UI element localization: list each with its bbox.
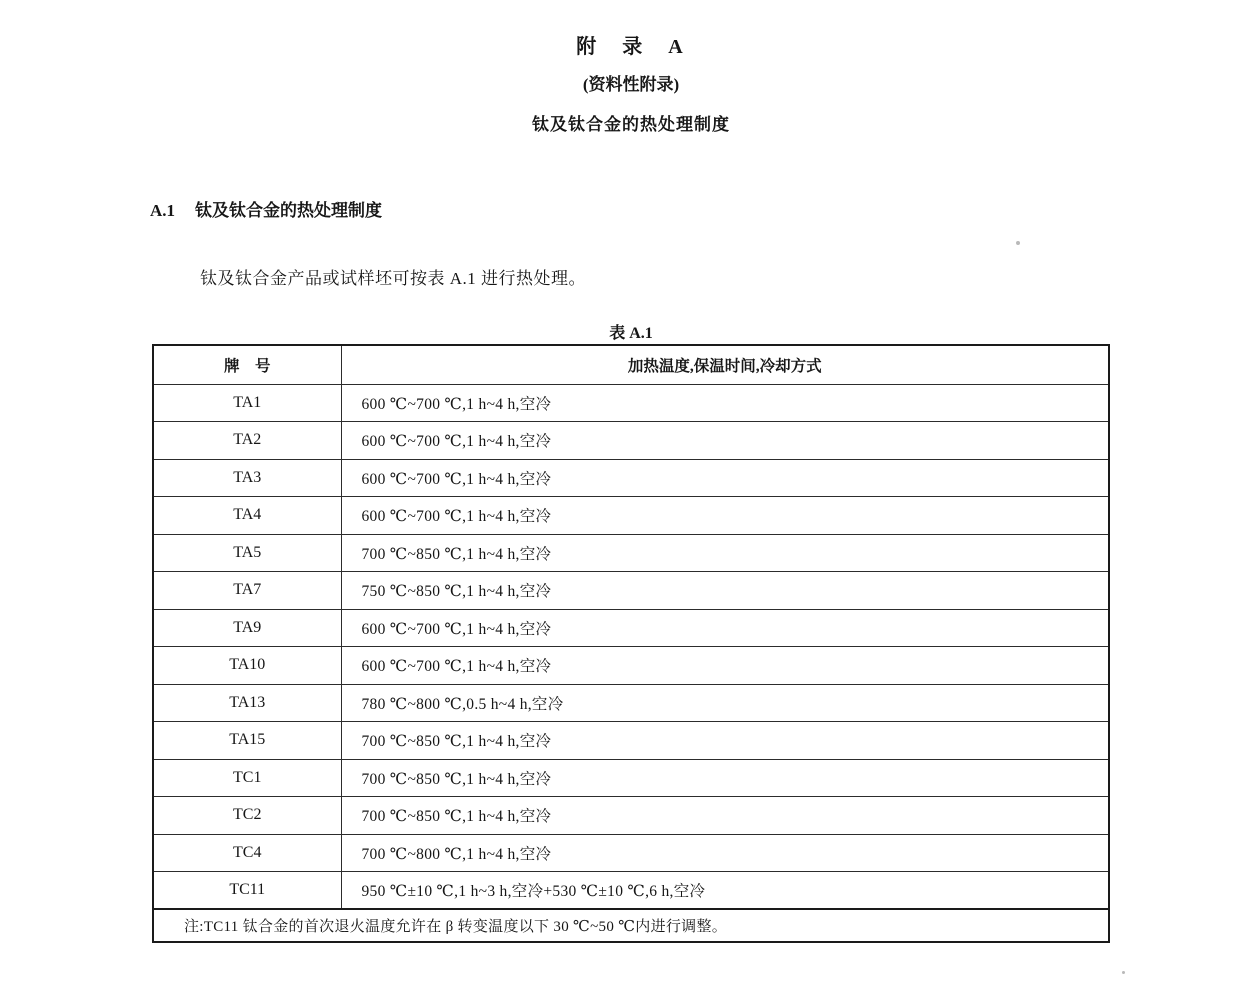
section-heading [150,196,1240,221]
treatment-cell: 600 ℃~700 ℃,1 h~4 h,空冷 [341,647,1109,685]
grade-cell: TA4 [153,497,341,535]
table-note: 注:TC11 钛合金的首次退火温度允许在 β 转变温度以下 30 ℃~50 ℃内进行调整。 [153,909,1109,942]
section-number: A.1 [150,201,176,220]
appendix-title: 钛及钛合金的热处理制度 [532,115,730,134]
grade-cell: TA10 [153,647,341,685]
col-header-grade: 牌 号 [153,345,341,384]
grade-cell: TC4 [153,834,341,872]
appendix-label: 附 录 A [576,36,686,58]
treatment-cell: 600 ℃~700 ℃,1 h~4 h,空冷 [341,384,1109,422]
grade-cell: TA13 [153,684,341,722]
table-row [153,834,1109,872]
header-row [153,345,1109,384]
table-caption: 表 A.1 [609,325,653,342]
treatment-cell: 600 ℃~700 ℃,1 h~4 h,空冷 [341,497,1109,535]
note-row [153,909,1109,942]
title-block [152,0,1110,135]
treatment-cell: 600 ℃~700 ℃,1 h~4 h,空冷 [341,609,1109,647]
table-row [153,684,1109,722]
col-header-treatment: 加热温度,保温时间,冷却方式 [341,345,1109,384]
body-paragraph: 钛及钛合金产品或试样坯可按表 A.1 进行热处理。 [200,269,587,288]
grade-cell: TA5 [153,534,341,572]
scan-speck [1016,241,1020,245]
grade-cell: TA7 [153,572,341,610]
treatment-cell: 950 ℃±10 ℃,1 h~3 h,空冷+530 ℃±10 ℃,6 h,空冷 [341,872,1109,910]
treatment-cell: 700 ℃~800 ℃,1 h~4 h,空冷 [341,834,1109,872]
table-row [153,384,1109,422]
table-row [153,534,1109,572]
table-row [153,572,1109,610]
treatment-cell: 700 ℃~850 ℃,1 h~4 h,空冷 [341,534,1109,572]
grade-cell: TC11 [153,872,341,910]
treatment-cell: 750 ℃~850 ℃,1 h~4 h,空冷 [341,572,1109,610]
treatment-cell: 700 ℃~850 ℃,1 h~4 h,空冷 [341,797,1109,835]
table-header [153,345,1109,384]
treatment-cell: 600 ℃~700 ℃,1 h~4 h,空冷 [341,459,1109,497]
treatment-cell: 700 ℃~850 ℃,1 h~4 h,空冷 [341,722,1109,760]
table-footer [153,909,1109,942]
grade-cell: TC2 [153,797,341,835]
grade-cell: TA3 [153,459,341,497]
grade-cell: TA9 [153,609,341,647]
treatment-cell: 600 ℃~700 ℃,1 h~4 h,空冷 [341,422,1109,460]
table-row [153,422,1109,460]
treatment-cell: 700 ℃~850 ℃,1 h~4 h,空冷 [341,759,1109,797]
grade-cell: TA2 [153,422,341,460]
table-row [153,722,1109,760]
table-row [153,797,1109,835]
scan-speck [1122,971,1125,974]
grade-cell: TC1 [153,759,341,797]
table-row [153,647,1109,685]
section-title: 钛及钛合金的热处理制度 [195,201,383,220]
table-row [153,609,1109,647]
table-body [153,384,1109,909]
grade-cell: TA15 [153,722,341,760]
grade-cell: TA1 [153,384,341,422]
table-row [153,497,1109,535]
table-row [153,759,1109,797]
treatment-cell: 780 ℃~800 ℃,0.5 h~4 h,空冷 [341,684,1109,722]
appendix-type: (资料性附录) [582,75,680,94]
heat-treatment-table [152,344,1110,943]
table-row [153,459,1109,497]
table-row [153,872,1109,910]
